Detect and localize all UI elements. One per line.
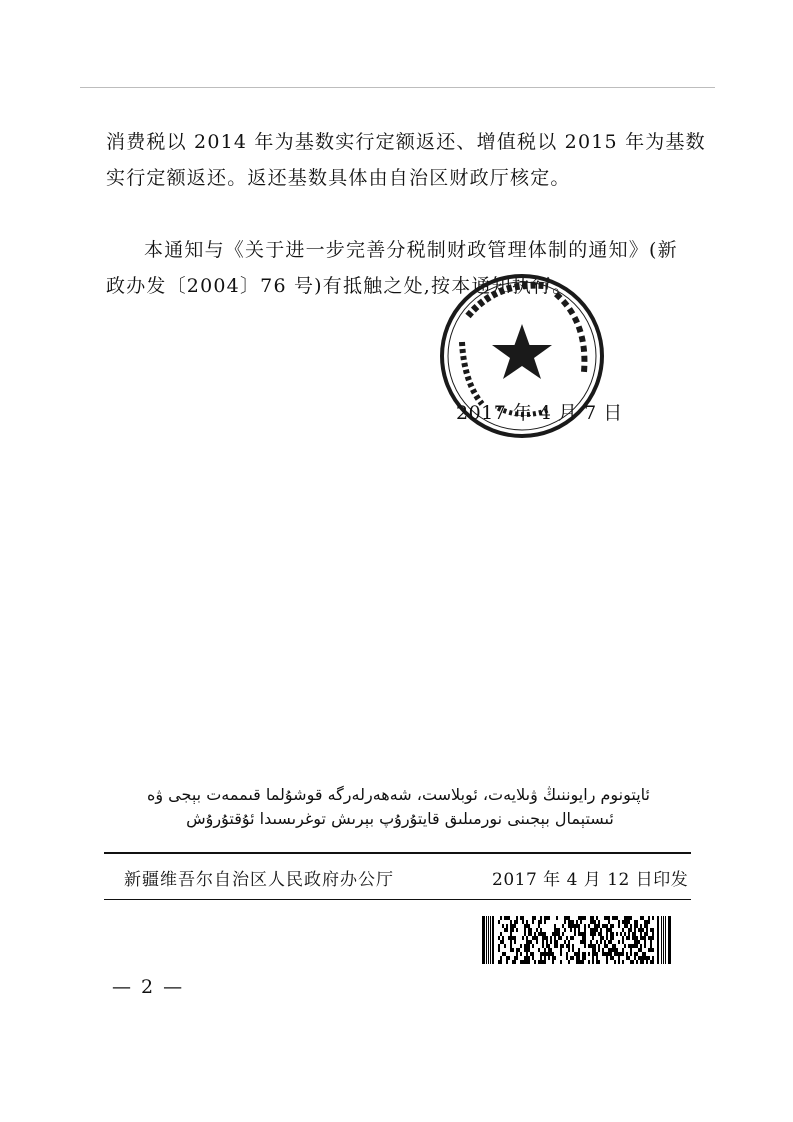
uyghur-title-line-1: ئاپتونوم رايوننىڭ ۋىلايەت، ئوبلاست، شەھەرلەرگە قوشۇلما قىممەت بېجى ۋە [146, 785, 650, 804]
body-paragraph-2 [106, 232, 696, 304]
paragraph-line: 实行定额返还。返还基数具体由自治区财政厅核定。 [106, 167, 571, 189]
body-paragraph-1 [106, 124, 706, 196]
issue-date: 2017 年 4 月 12 日印发 [492, 870, 689, 890]
signing-date: 2017 年 4 月 7 日 [456, 402, 623, 424]
paragraph-text: 本通知与《关于进一步完善分税制财政管理体制的通知》(新 [144, 239, 678, 261]
footer-bottom-rule [104, 899, 691, 900]
header-rule [80, 87, 715, 88]
paragraph-line [106, 232, 696, 268]
paragraph-line: 消费税以 2014 年为基数实行定额返还、增值税以 2015 年为基数 [106, 131, 706, 153]
paragraph-line: 政办发〔2004〕76 号)有抵触之处,按本通知执行。 [106, 275, 573, 297]
uyghur-title-line-2: ئىستېمال بېجىنى نورمىلىق قايتۇرۇپ بېرىش توغرىسىدا ئۇقتۇرۇش [186, 809, 614, 828]
issuing-office: 新疆维吾尔自治区人民政府办公厅 [124, 870, 394, 890]
barcode-icon [482, 916, 672, 964]
footer-top-rule [104, 852, 691, 854]
page-number: — 2 — [112, 976, 185, 998]
star-seal-icon [492, 324, 552, 379]
